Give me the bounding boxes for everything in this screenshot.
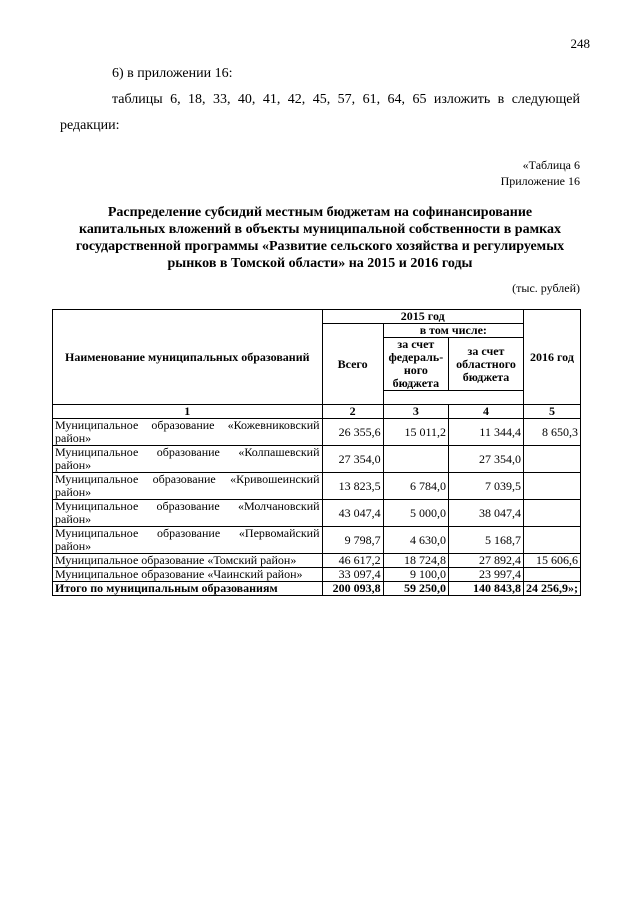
row-2016 (523, 527, 580, 554)
document-title (60, 204, 580, 272)
row-regional: 27 892,4 (449, 554, 524, 568)
total-row (53, 582, 581, 596)
table-row (53, 473, 581, 500)
row-regional: 11 344,4 (449, 419, 524, 446)
row-name: Муниципальное образование «Молчановский район» (53, 500, 323, 527)
row-name: Муниципальное образование «Томский район» (53, 554, 323, 568)
row-regional: 5 168,7 (449, 527, 524, 554)
row-name: Муниципальное образование «Колпашевский район» (53, 446, 323, 473)
row-total: 43 047,4 (322, 500, 383, 527)
row-federal: 9 100,0 (383, 568, 448, 582)
header-name: Наименование муниципальных образований (53, 310, 323, 405)
row-name: Муниципальное образование «Чаинский район» (53, 568, 323, 582)
total-federal: 59 250,0 (383, 582, 448, 596)
units-note: (тыс. рублей) (512, 281, 580, 295)
total-2016: 24 256,9»; (523, 582, 580, 596)
row-total: 13 823,5 (322, 473, 383, 500)
subsidy-table (52, 309, 581, 596)
header-total: Всего (322, 324, 383, 405)
row-regional: 38 047,4 (449, 500, 524, 527)
row-regional: 7 039,5 (449, 473, 524, 500)
row-2016 (523, 568, 580, 582)
row-2016: 15 606,6 (523, 554, 580, 568)
header-federal: за счет федераль-ного бюджета (383, 338, 448, 391)
row-total: 9 798,7 (322, 527, 383, 554)
table-row (53, 500, 581, 527)
table-row (53, 554, 581, 568)
table-row (53, 527, 581, 554)
row-federal: 15 011,2 (383, 419, 448, 446)
col-number: 3 (383, 405, 448, 419)
row-2016 (523, 473, 580, 500)
col-number: 5 (523, 405, 580, 419)
row-federal: 6 784,0 (383, 473, 448, 500)
row-name: Муниципальное образование «Кожевниковский район» (53, 419, 323, 446)
col-number: 1 (53, 405, 323, 419)
row-name: Муниципальное образование «Кривошеинский район» (53, 473, 323, 500)
row-total: 33 097,4 (322, 568, 383, 582)
header-including: в том числе: (383, 324, 523, 338)
col-number: 2 (322, 405, 383, 419)
title-line: капитальных вложений в объекты муниципальной собственности в рамках (79, 222, 561, 237)
row-federal: 4 630,0 (383, 527, 448, 554)
row-total: 46 617,2 (322, 554, 383, 568)
page-number: 248 (570, 36, 590, 51)
intro-line-1: 6) в приложении 16: (112, 66, 233, 81)
total-name: Итого по муниципальным образованиям (53, 582, 323, 596)
row-2016 (523, 500, 580, 527)
row-regional: 27 354,0 (449, 446, 524, 473)
header-regional: за счет областного бюджета (449, 338, 524, 391)
row-federal: 18 724,8 (383, 554, 448, 568)
table-row (53, 568, 581, 582)
row-2016 (523, 446, 580, 473)
total-regional: 140 843,8 (449, 582, 524, 596)
header-2015: 2015 год (322, 310, 523, 324)
header-2016: 2016 год (523, 310, 580, 405)
row-federal: 5 000,0 (383, 500, 448, 527)
intro-line-2: таблицы 6, 18, 33, 40, 41, 42, 45, 57, 61, 64, 65 изложить в следующей (112, 92, 580, 107)
intro-line-3: редакции: (60, 118, 120, 133)
title-line: рынков в Томской области» на 2015 и 2016 годы (167, 256, 473, 271)
appendix-reference: Приложение 16 (500, 174, 580, 188)
row-name: Муниципальное образование «Первомайский район» (53, 527, 323, 554)
table-reference: «Таблица 6 (522, 158, 580, 172)
row-regional: 23 997,4 (449, 568, 524, 582)
title-line: Распределение субсидий местным бюджетам на софинансирование (107, 205, 533, 220)
row-2016: 8 650,3 (523, 419, 580, 446)
title-line: государственной программы «Развитие сельского хозяйства и регулируемых (75, 239, 565, 254)
row-total: 27 354,0 (322, 446, 383, 473)
row-total: 26 355,6 (322, 419, 383, 446)
col-number: 4 (449, 405, 524, 419)
table-row (53, 419, 581, 446)
total-sum: 200 093,8 (322, 582, 383, 596)
row-federal (383, 446, 448, 473)
table-row (53, 446, 581, 473)
